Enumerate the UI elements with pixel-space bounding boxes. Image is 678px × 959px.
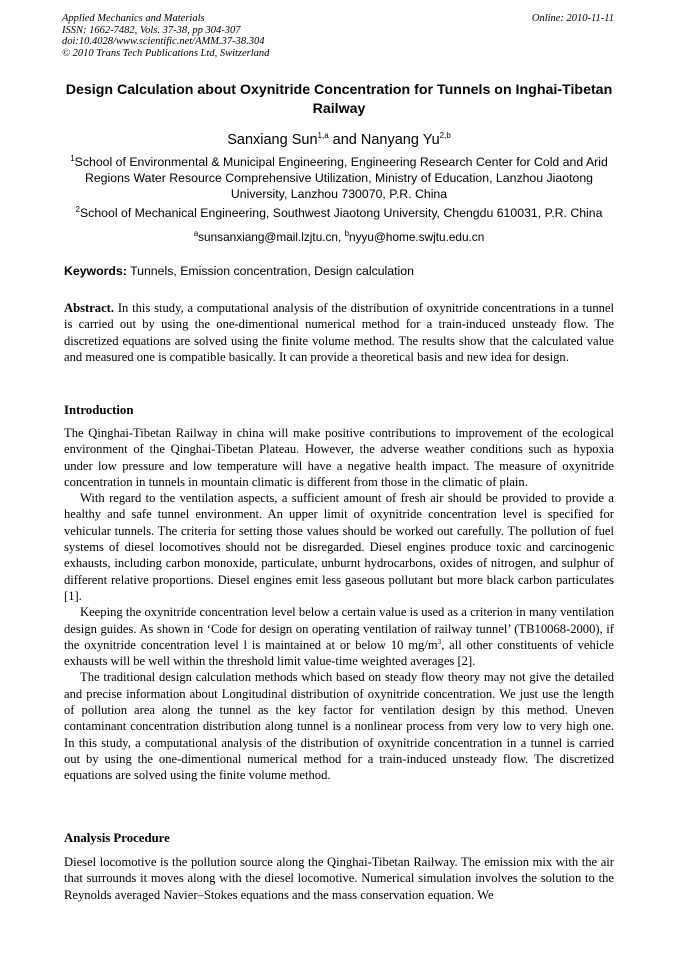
abstract-label: Abstract.: [64, 301, 115, 315]
affiliation-1: [64, 155, 614, 202]
email-1-sup: a: [193, 229, 199, 239]
author-joiner: and: [328, 132, 361, 148]
cubic-superscript: 3: [437, 637, 442, 646]
intro-paragraph-1: The Qinghai-Tibetan Railway in china will make positive contributions to improvement of the ecological environment of the Qinghai-Tibetan Plateau. However, the adverse weather conditions such as hypoxia under low pressure and low temperature will have a negative health impact. The measure of oxynitride concentration in tunnels in mountain climatic is different from those in the climatic of plain.: [64, 426, 614, 489]
paper-title: Design Calculation about Oxynitride Concentration for Tunnels on Inghai-Tibetan Railway: [65, 82, 613, 117]
abstract: [64, 300, 614, 365]
journal-header: [62, 13, 614, 59]
keywords-label: Keywords:: [64, 264, 127, 278]
email-2[interactable]: nyyu@home.swjtu.edu.cn: [349, 230, 485, 244]
affiliation-2: [64, 206, 614, 222]
author-1: Sanxiang Sun: [227, 132, 318, 148]
author-2-sup: 2,b: [439, 131, 451, 141]
analysis-body: [64, 854, 614, 903]
online-date: Online: 2010-11-11: [531, 13, 614, 24]
intro-paragraph-3-a: Keeping the oxynitride concentration level below a certain value is used as a criterion in many ventilation design guides. As shown in ‘Code for design on operating ventilation of railway tunnel’ (TB10068-2000), if the oxynitride concentration level l is maintained at or below 10 mg/m: [64, 605, 614, 652]
author-2: Nanyang Yu: [360, 132, 440, 148]
affiliation-1-sup: 1: [70, 153, 75, 163]
email-1[interactable]: sunsanxiang@mail.lzjtu.cn,: [198, 230, 345, 244]
intro-paragraph-2: With regard to the ventilation aspects, a sufficient amount of fresh air should be provided to provide a healthy and safe tunnel environment. An upper limit of oxynitride concentration level is specified for vehicular tunnels. The criteria for setting those values should be worked out carefully. The pollution of fuel systems of diesel locomotives should not be disregarded. Diesel engines produce toxic and carcinogenic exhausts, including carbon monoxide, particulate, unburnt hydrocarbons, oxides of nitrogen, and sulphur of different relative proportions. Diesel engines emit less gaseous pollutant but more black carbon particulates [1].: [64, 491, 614, 603]
introduction-body: [64, 425, 614, 784]
abstract-text: In this study, a computational analysis of the distribution of oxynitride concentrations in a tunnel is carried out by using the one-dimentional numerical method for a train-induced unsteady flow. The discretized equations are solved using the finite volume method. The results show that the calculated value and measured one is compatible basically. It can provide a theoretical basis and new idea for design.: [64, 301, 614, 364]
analysis-paragraph-1: Diesel locomotive is the pollution source along the Qinghai-Tibetan Railway. The emission mix with the air that surrounds it moves along with the diesel locomotive. Numerical simulation involves the solution to the Reynolds averaged Navier–Stokes equations and the mass conservation equation. We: [64, 855, 614, 902]
doi-line: doi:10.4028/www.scientific.net/AMM.37-38.304: [62, 36, 265, 48]
introduction-heading: Introduction: [64, 403, 134, 417]
intro-paragraph-3-b: , all other constituents of vehicle exhausts will be well within the threshold limit value-time weighted averages [2].: [64, 637, 614, 669]
author-1-sup: 1,a: [317, 131, 329, 141]
journal-name: Applied Mechanics and Materials: [62, 13, 205, 24]
issn-line: ISSN: 1662-7482, Vols. 37-38, pp 304-307: [62, 24, 241, 36]
affiliation-2-sup: 2: [75, 204, 80, 214]
affiliation-1-text: School of Environmental & Municipal Engineering, Engineering Research Center for Cold and Arid Regions Water Resource Comprehensive Utilization, Ministry of Education, Lanzhou Jiaotong University, Lanzhou 730070, P.R. China: [74, 155, 608, 201]
intro-paragraph-4: The traditional design calculation methods which based on steady flow theory may not give the detailed and precise information about Longitudinal distribution of oxynitride concentration. We just use the length of pollution area along the tunnel as the key factor for ventilation design by this method. Uneven contaminant concentration distribution along tunnel is a nonlinear process from very low to very high one. In this study, a computational analysis of the distribution of oxynitride concentration in a tunnel is carried out by using the one-dimentional numerical method for a train-induced unsteady flow. The discretized equations are solved using the finite volume method.: [64, 670, 614, 783]
intro-paragraph-3: [64, 604, 614, 669]
email-line: [64, 230, 614, 245]
analysis-heading: Analysis Procedure: [64, 831, 170, 845]
author-line: [64, 131, 614, 149]
email-2-sup: b: [344, 229, 350, 239]
copyright-line: © 2010 Trans Tech Publications Ltd, Switzerland: [62, 47, 270, 59]
keywords-text: Tunnels, Emission concentration, Design calculation: [126, 264, 414, 278]
keywords: [64, 264, 614, 279]
affiliation-2-text: School of Mechanical Engineering, Southwest Jiaotong University, Chengdu 610031, P.R. China: [79, 206, 603, 220]
